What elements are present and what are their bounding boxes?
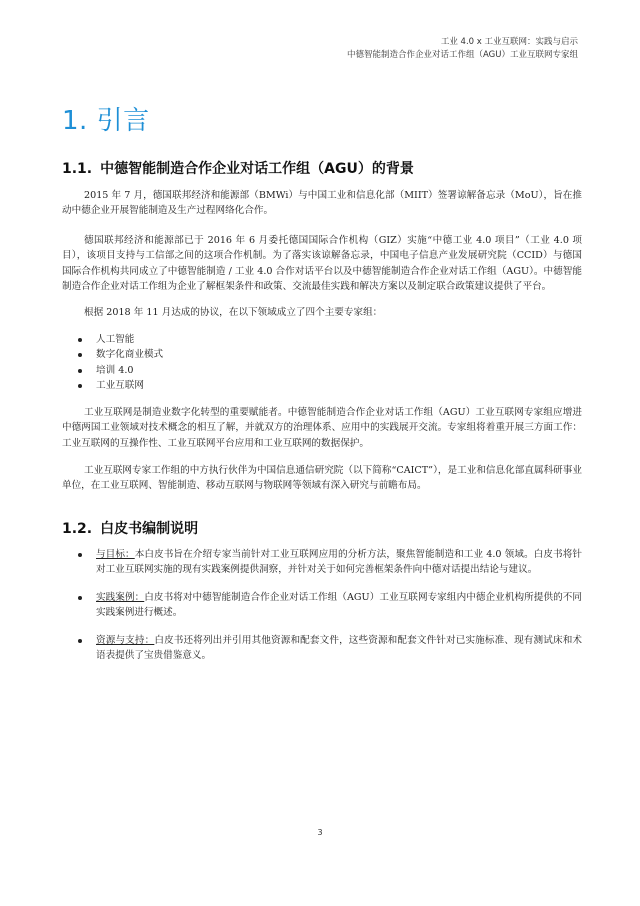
list-item: 数字化商业模式	[78, 347, 578, 362]
paragraph: 德国联邦经济和能源部已于 2016 年 6 月委托德国国际合作机构（GIZ）实施“中德工业 4.0 项目”（工业 4.0 项目），该项目支持与工信部之间的这项合作机制。为了落实该谅解备忘录，中国电子信息产业发展研究院（CCID）与德国国际合作机构共同成立了中德智能制造 / 工业 4.0 合作对话平台以及中德智能制造合作企业对话工作组（AGU）。中德智能制造合作企业对话工作组为企业了解框架条件和政策、交流最佳实践和解决方案以及制定联合政策建议提供了平台。	[62, 235, 582, 293]
list-item	[78, 547, 582, 578]
section-title: 中德智能制造合作企业对话工作组（AGU）的背景	[100, 161, 414, 177]
section-title: 白皮书编制说明	[100, 521, 199, 537]
list-item	[78, 633, 582, 664]
paragraph: 工业互联网专家工作组的中方执行伙伴为中国信息通信研究院（以下简称“CAICT”），是工业和信息化部直属科研事业单位，在工业互联网、智能制造、移动互联网与物联网等领域有深入研究与前瞻布局。	[62, 465, 582, 492]
header-line-2: 中德智能制造合作企业对话工作组（AGU）工业互联网专家组	[347, 50, 578, 60]
list-item-term: 实践案例：	[96, 591, 145, 603]
section-heading-1-2	[62, 518, 198, 538]
paragraph: 根据 2018 年 11 月达成的协议，在以下领域成立了四个主要专家组：	[84, 307, 383, 318]
paragraph: 工业互联网是制造业数字化转型的重要赋能者。中德智能制造合作企业对话工作组（AGU）工业互联网专家组应增进中德两国工业领域对技术概念的相互了解，并就双方的治理体系、应用中的实践展开交流。专家组将着重开展三方面工作：工业互联网的互操作性、工业互联网平台应用和工业互联网的数据保护。	[62, 407, 582, 449]
expert-group-list	[78, 332, 578, 394]
list-item-text: 本白皮书旨在介绍专家当前针对工业互联网应用的分析方法，聚焦智能制造和工业 4.0 领域。白皮书将针对工业互联网实施的现有实践案例提供洞察，并针对关于如何完善框架条件向中德对话提出结论与建议。	[96, 549, 583, 576]
header-line-1: 工业 4.0 x 工业互联网：实践与启示	[440, 37, 578, 47]
list-item-term: 与目标：	[96, 549, 135, 560]
list-item-text: 白皮书将对中德智能制造合作企业对话工作组（AGU）工业互联网专家组内中德企业机构所提供的不同实践案例进行概述。	[96, 591, 582, 619]
page-number: 3	[317, 828, 323, 837]
chapter-title: 1. 引言	[62, 106, 150, 136]
list-item	[78, 590, 582, 621]
list-item: 培训 4.0	[78, 363, 578, 378]
list-item: 人工智能	[78, 332, 578, 347]
list-item-term: 资源与支持：	[96, 634, 155, 646]
paragraph: 2015 年 7 月，德国联邦经济和能源部（BMWi）与中国工业和信息化部（MIIT）签署谅解备忘录（MoU），旨在推动中德企业开展智能制造及生产过程网络化合作。	[62, 190, 582, 217]
running-header	[347, 36, 578, 62]
section-number: 1.2.	[62, 521, 93, 537]
section-heading-1-1	[62, 158, 414, 178]
list-item-text: 白皮书还将列出并引用其他资源和配套文件，这些资源和配套文件针对已实施标准、现有测试床和术语表提供了宝贵借鉴意义。	[96, 634, 583, 662]
whitepaper-notes-list	[78, 547, 582, 675]
list-item: 工业互联网	[78, 378, 578, 393]
section-number: 1.1.	[62, 161, 93, 177]
